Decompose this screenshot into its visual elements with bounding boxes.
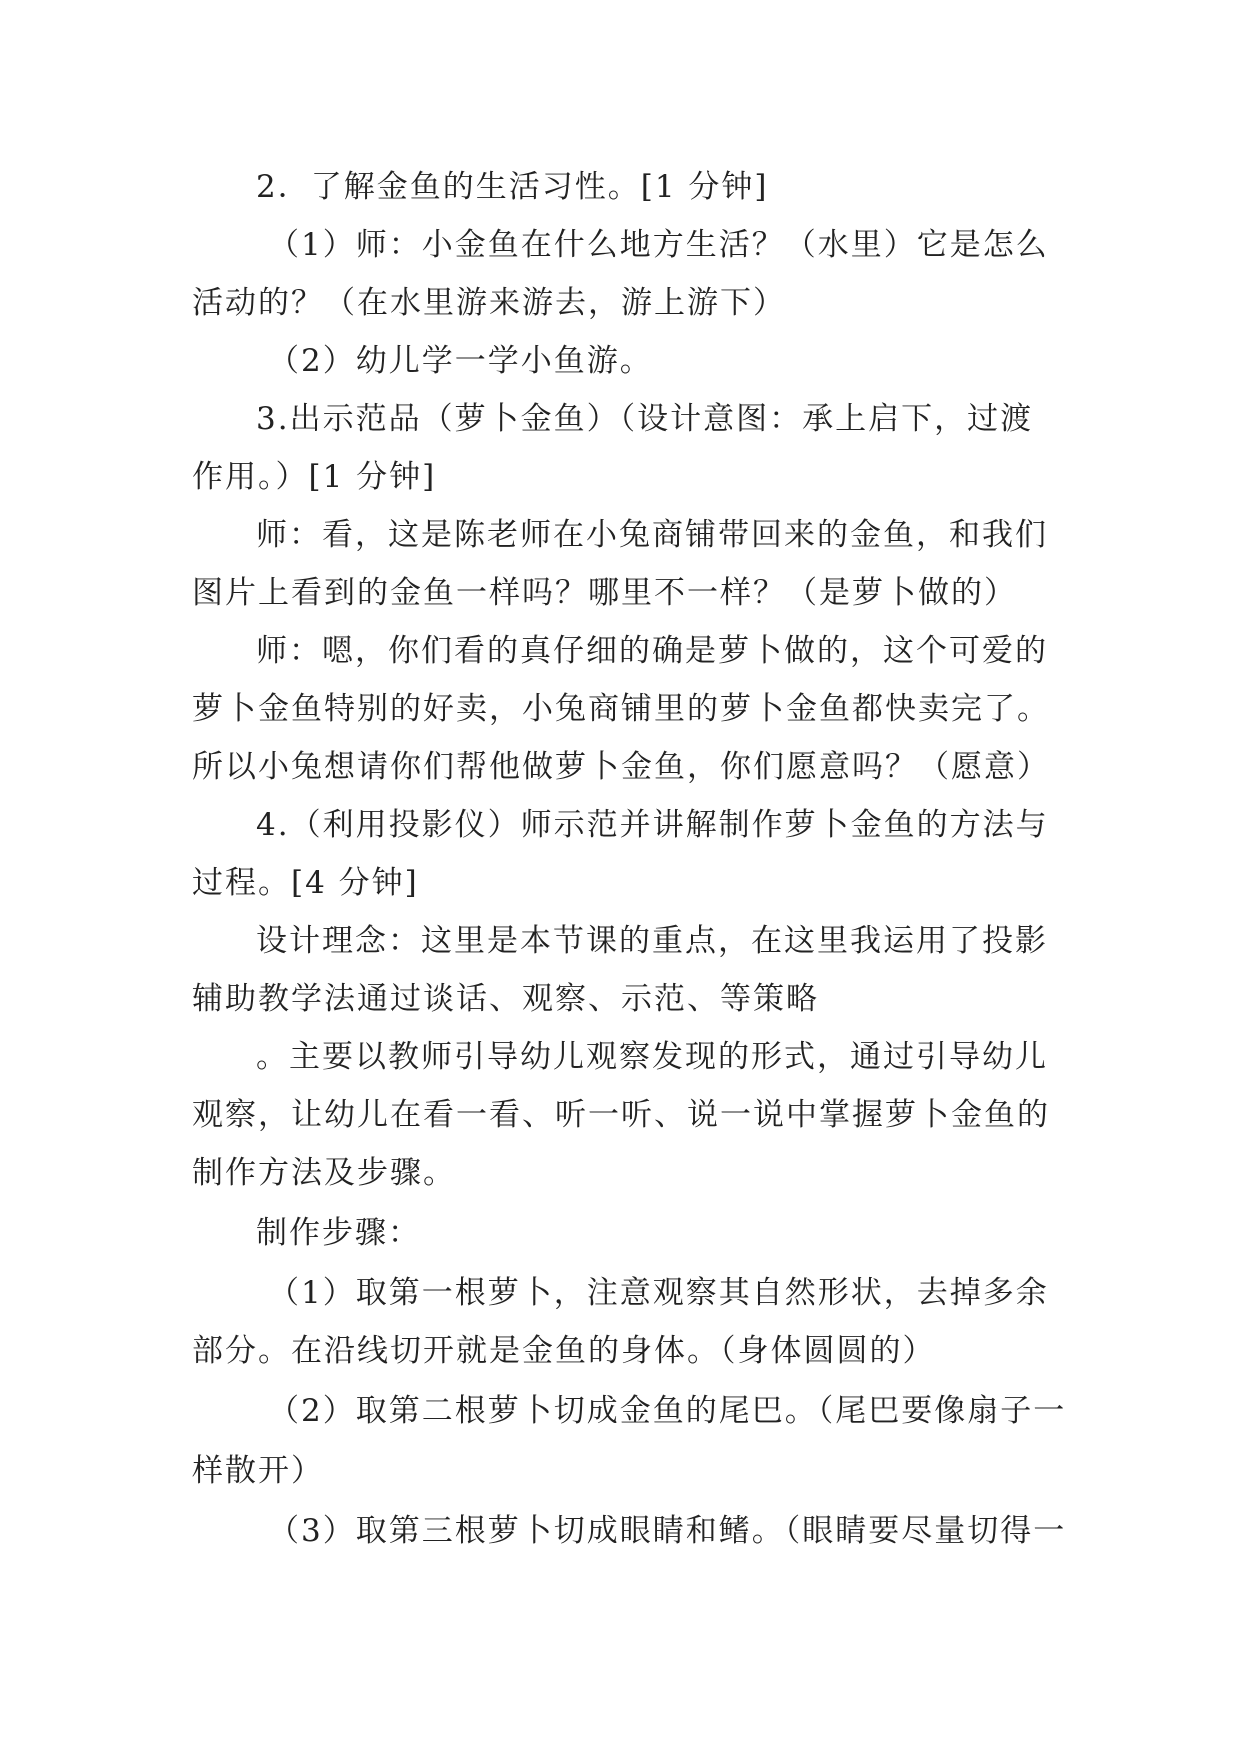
text-line: 图片上看到的金鱼一样吗？哪里不一样？（是萝卜做的）: [192, 575, 1017, 611]
text-line: 师：看，这是陈老师在小兔商铺带回来的金鱼，和我们: [256, 517, 1048, 553]
text-line: 制作步骤：: [256, 1215, 421, 1251]
text-line: 4.（利用投影仪）师示范并讲解制作萝卜金鱼的方法与: [256, 807, 1049, 843]
text-line: 3.出示范品（萝卜金鱼）（设计意图：承上启下，过渡: [256, 401, 1034, 437]
text-line: （2）幼儿学一学小鱼游。: [268, 343, 653, 379]
text-line: 部分。在沿线切开就是金鱼的身体。（身体圆圆的）: [192, 1333, 936, 1369]
text-line: （1）师：小金鱼在什么地方生活？（水里）它是怎么: [268, 227, 1049, 263]
text-line: 辅助教学法通过谈话、观察、示范、等策略: [192, 981, 819, 1017]
text-line: 萝卜金鱼特别的好卖，小兔商铺里的萝卜金鱼都快卖完了。: [192, 691, 1050, 727]
text-line: 作用。）[1 分钟]: [192, 459, 437, 495]
document-body: [192, 158, 1082, 1562]
text-line: 师：嗯，你们看的真仔细的确是萝卜做的，这个可爱的: [256, 633, 1048, 669]
text-line: （1）取第一根萝卜，注意观察其自然形状，去掉多余: [268, 1275, 1049, 1311]
text-line: （3）取第三根萝卜切成眼睛和鳍。（眼睛要尽量切得一: [268, 1513, 1067, 1549]
text-line: 活动的？（在水里游来游去，游上游下）: [192, 285, 786, 321]
text-line: 。主要以教师引导幼儿观察发现的形式，通过引导幼儿: [256, 1039, 1048, 1075]
text-line: 制作方法及步骤。: [192, 1155, 456, 1191]
text-line: 样散开）: [192, 1453, 324, 1489]
text-line: 过程。[4 分钟]: [192, 865, 419, 901]
text-line: 设计理念：这里是本节课的重点，在这里我运用了投影: [256, 923, 1048, 959]
text-line: 2．了解金鱼的生活习性。[1 分钟]: [256, 169, 769, 205]
text-line: 所以小兔想请你们帮他做萝卜金鱼，你们愿意吗？（愿意）: [192, 749, 1050, 785]
text-line: （2）取第二根萝卜切成金鱼的尾巴。（尾巴要像扇子一: [268, 1393, 1067, 1429]
text-line: 观察，让幼儿在看一看、听一听、说一说中掌握萝卜金鱼的: [192, 1097, 1050, 1133]
